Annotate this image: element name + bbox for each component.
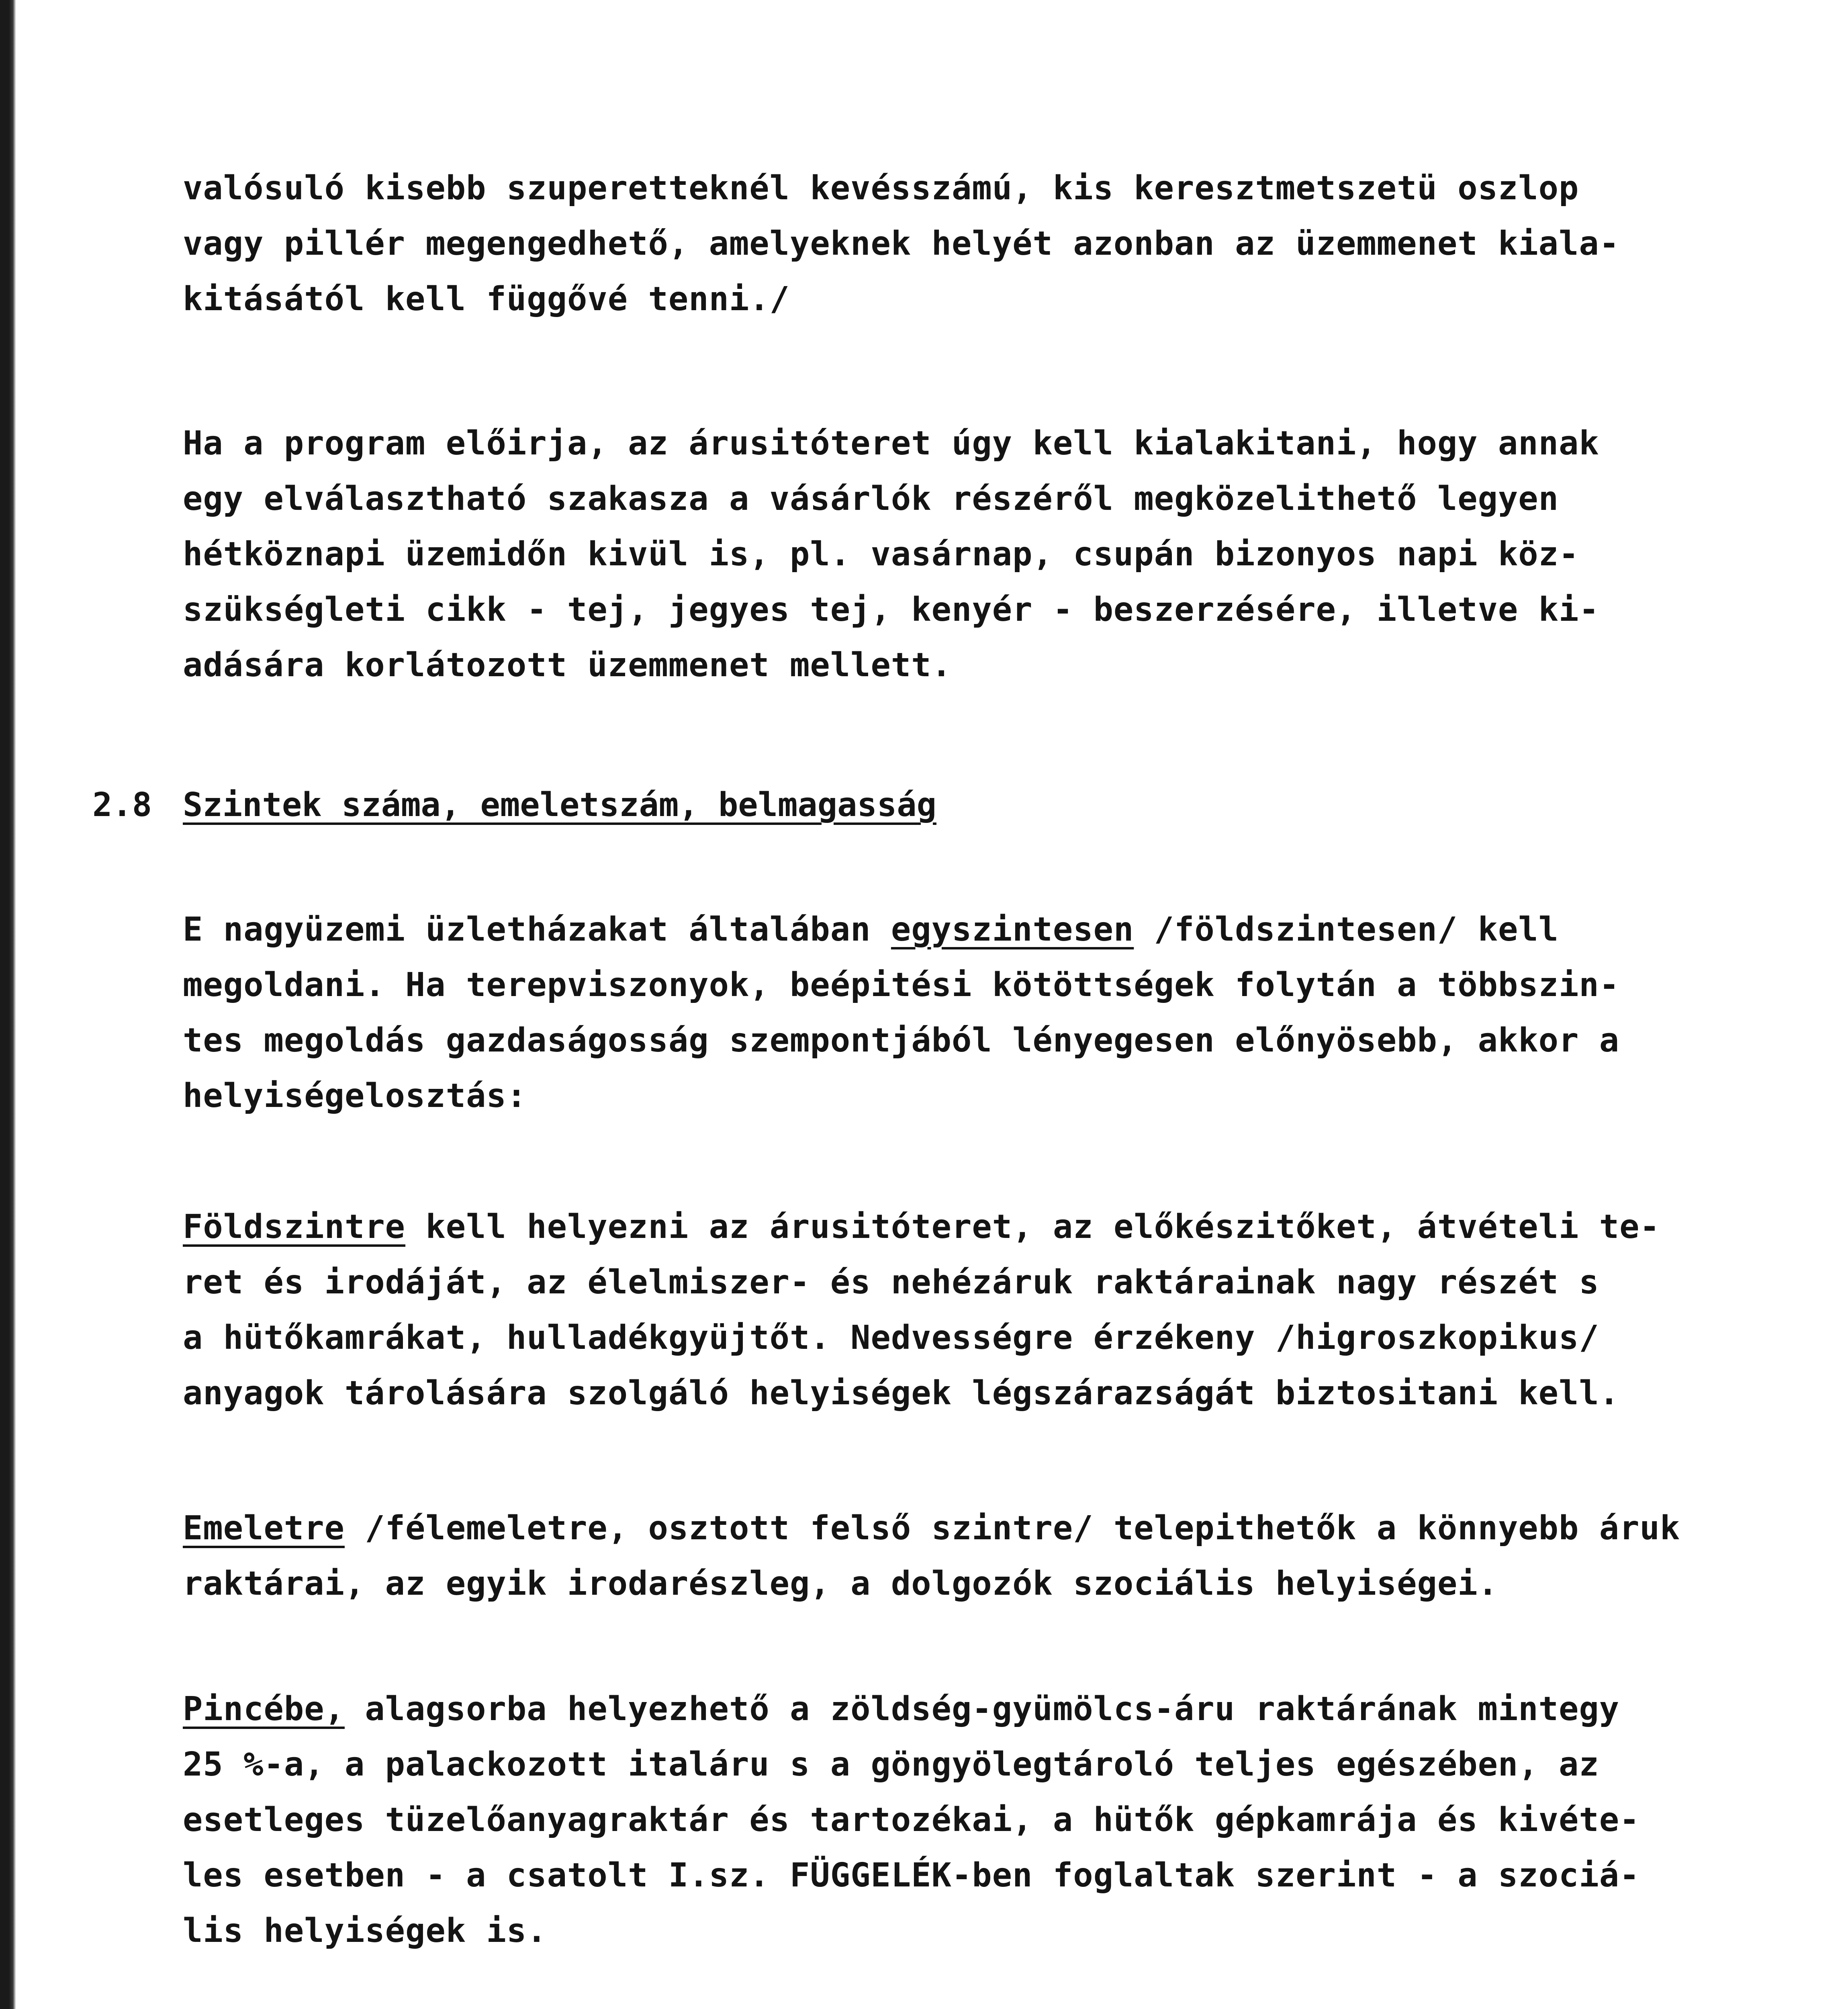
- text-line: [183, 902, 1750, 957]
- text-line: raktárai, az egyik irodarészleg, a dolgozók szociális helyiségei.: [183, 1565, 1498, 1603]
- section-number: 2.8: [92, 786, 152, 824]
- text-fragment: E nagyüzemi üzletházakat általában: [183, 910, 891, 949]
- text-line: [183, 1501, 1750, 1556]
- paragraph-ground-floor: [183, 1199, 1750, 1421]
- section-title: Szintek száma, emeletszám, belmagasság: [183, 786, 936, 824]
- text-line: valósuló kisebb szuperetteknél kevésszámú, kis keresztmetszetü oszlop: [183, 169, 1579, 207]
- text-line: Ha a program előirja, az árusitóteret úgy kell kialakitani, hogy annak: [183, 424, 1599, 462]
- text-line: helyiségelosztás:: [183, 1077, 527, 1115]
- text-fragment: /félemeletre, osztott felső szintre/ telepithetők a könnyebb áruk: [344, 1509, 1680, 1547]
- text-line: lis helyiségek is.: [183, 1912, 547, 1950]
- paragraph-basement: [183, 1682, 1750, 1959]
- keyword-underlined: Földszintre: [183, 1208, 406, 1246]
- text-fragment: /földszintesen/ kell: [1134, 910, 1559, 949]
- text-line: kitásától kell függővé tenni./: [183, 280, 790, 318]
- text-fragment: alagsorba helyezhető a zöldség-gyümölcs-áru raktárának mintegy: [344, 1690, 1620, 1728]
- text-line: egy elválasztható szakasza a vásárlók részéről megközelithető legyen: [183, 480, 1559, 518]
- text-line: [183, 1682, 1750, 1737]
- text-line: adására korlátozott üzemmenet mellett.: [183, 646, 952, 684]
- paragraph-upper-floor: [183, 1501, 1750, 1612]
- text-line: ret és irodáját, az élelmiszer- és nehézáruk raktárainak nagy részét s: [183, 1263, 1599, 1301]
- keyword-underlined: Emeletre: [183, 1509, 345, 1547]
- text-line: tes megoldás gazdaságosság szempontjából lényegesen előnyösebb, akkor a: [183, 1021, 1620, 1060]
- text-line: 25 %-a, a palackozott italáru s a göngyölegtároló teljes egészében, az: [183, 1745, 1599, 1784]
- text-line: esetleges tüzelőanyagraktár és tartozékai, a hütők gépkamrája és kivéte-: [183, 1801, 1640, 1839]
- text-line: anyagok tárolására szolgáló helyiségek légszárazságát biztositani kell.: [183, 1374, 1620, 1412]
- text-line: megoldani. Ha terepviszonyok, beépitési kötöttségek folytán a többszin-: [183, 966, 1620, 1004]
- text-line: szükségleti cikk - tej, jegyes tej, kenyér - beszerzésére, illetve ki-: [183, 591, 1599, 629]
- text-fragment: kell helyezni az árusitóteret, az előkészitőket, átvételi te-: [405, 1208, 1660, 1246]
- section-heading: [92, 777, 936, 833]
- paragraph-intro: [183, 902, 1750, 1124]
- paragraph-continuation: [183, 161, 1750, 327]
- text-line: hétköznapi üzemidőn kivül is, pl. vasárnap, csupán bizonyos napi köz-: [183, 535, 1579, 573]
- paragraph-sunday-section: [183, 416, 1750, 693]
- text-line: vagy pillér megengedhető, amelyeknek helyét azonban az üzemmenet kiala-: [183, 225, 1620, 263]
- emphasis-underlined: egyszintesen: [891, 910, 1134, 949]
- text-line: a hütőkamrákat, hulladékgyüjtőt. Nedvességre érzékeny /higroszkopikus/: [183, 1319, 1599, 1357]
- text-line: [183, 1199, 1750, 1255]
- keyword-underlined: Pincébe,: [183, 1690, 345, 1728]
- text-line: les esetben - a csatolt I.sz. FÜGGELÉK-ben foglaltak szerint - a szociá-: [183, 1856, 1640, 1894]
